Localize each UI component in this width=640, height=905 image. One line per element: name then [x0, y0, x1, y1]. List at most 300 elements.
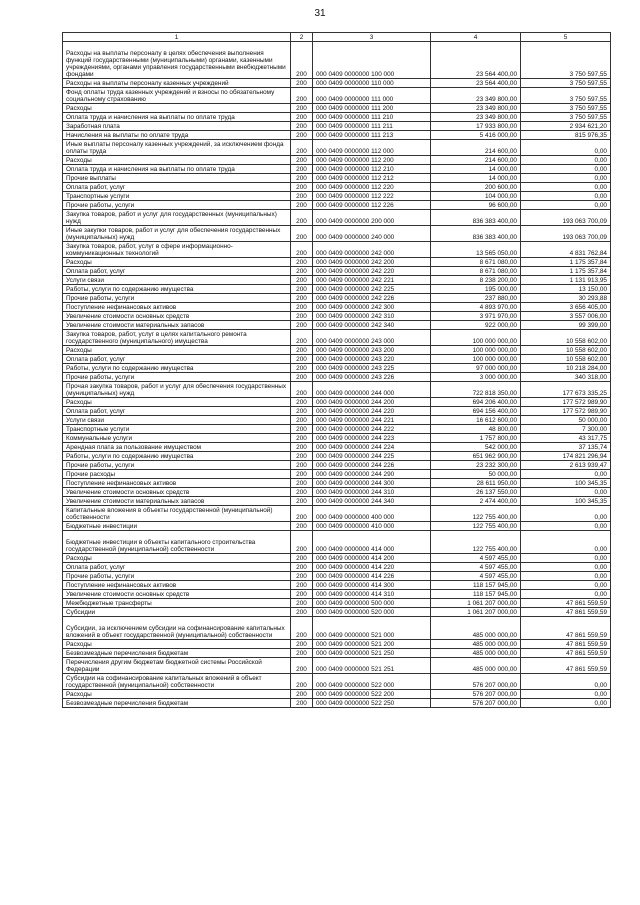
- row-executed-amount-cell: 0,00: [521, 590, 611, 599]
- table-row: [63, 242, 611, 258]
- row-classification-code-cell: 000 0409 0000000 110 000: [313, 79, 431, 88]
- row-approved-amount-cell: 23 349 800,00: [431, 88, 521, 104]
- row-name-cell: Оплата работ, услуг: [63, 355, 291, 364]
- row-line-code-cell: 200: [291, 355, 313, 364]
- row-executed-amount-cell: 177 572 989,90: [521, 398, 611, 407]
- row-line-code-cell: 200: [291, 599, 313, 608]
- row-executed-amount-cell: 2 613 939,47: [521, 461, 611, 470]
- row-approved-amount-cell: 2 474 400,00: [431, 497, 521, 506]
- row-executed-amount-cell: 0,00: [521, 522, 611, 531]
- row-line-code-cell: 200: [291, 321, 313, 330]
- row-executed-amount-cell: 2 934 621,20: [521, 122, 611, 131]
- row-line-code-cell: 200: [291, 470, 313, 479]
- row-name-cell: Расходы: [63, 398, 291, 407]
- row-approved-amount-cell: 5 416 000,00: [431, 131, 521, 140]
- row-executed-amount-cell: 3 656 405,00: [521, 303, 611, 312]
- table-row: [63, 303, 611, 312]
- table-row: [63, 649, 611, 658]
- budget-execution-table: [62, 32, 611, 708]
- row-approved-amount-cell: 118 157 945,00: [431, 581, 521, 590]
- row-executed-amount-cell: 3 750 597,55: [521, 42, 611, 79]
- row-name-cell: Заработная плата: [63, 122, 291, 131]
- row-approved-amount-cell: 118 157 945,00: [431, 590, 521, 599]
- row-approved-amount-cell: 1 061 207 000,00: [431, 608, 521, 617]
- row-line-code-cell: 200: [291, 210, 313, 226]
- row-classification-code-cell: 000 0409 0000000 100 000: [313, 42, 431, 79]
- row-classification-code-cell: 000 0409 0000000 521 200: [313, 640, 431, 649]
- row-name-cell: Работы, услуги по содержанию имущества: [63, 285, 291, 294]
- row-name-cell: Оплата работ, услуг: [63, 183, 291, 192]
- table-row: [63, 330, 611, 346]
- column-header: 4: [431, 33, 521, 42]
- table-row: [63, 470, 611, 479]
- row-approved-amount-cell: 485 000 000,00: [431, 649, 521, 658]
- row-approved-amount-cell: 1 757 800,00: [431, 434, 521, 443]
- row-line-code-cell: 200: [291, 131, 313, 140]
- row-approved-amount-cell: 23 232 300,00: [431, 461, 521, 470]
- row-approved-amount-cell: 542 000,00: [431, 443, 521, 452]
- row-name-cell: Закупка товаров, работ, услуг в целях капитального ремонта государственного (муниципального) имущества: [63, 330, 291, 346]
- row-classification-code-cell: 000 0409 0000000 521 000: [313, 617, 431, 640]
- column-header: 1: [63, 33, 291, 42]
- row-approved-amount-cell: 694 156 400,00: [431, 407, 521, 416]
- table-row: [63, 122, 611, 131]
- table-row: [63, 497, 611, 506]
- row-classification-code-cell: 000 0409 0000000 244 225: [313, 452, 431, 461]
- row-classification-code-cell: 000 0409 0000000 244 200: [313, 398, 431, 407]
- row-approved-amount-cell: 28 611 950,00: [431, 479, 521, 488]
- row-executed-amount-cell: 13 150,00: [521, 285, 611, 294]
- row-line-code-cell: 200: [291, 531, 313, 554]
- row-name-cell: Прочие выплаты: [63, 174, 291, 183]
- row-classification-code-cell: 000 0409 0000000 200 000: [313, 210, 431, 226]
- row-executed-amount-cell: 193 063 700,09: [521, 226, 611, 242]
- row-name-cell: Перечисления другим бюджетам бюджетной системы Российской Федерации: [63, 658, 291, 674]
- row-classification-code-cell: 000 0409 0000000 242 200: [313, 258, 431, 267]
- row-classification-code-cell: 000 0409 0000000 244 340: [313, 497, 431, 506]
- row-line-code-cell: 200: [291, 522, 313, 531]
- row-executed-amount-cell: 0,00: [521, 165, 611, 174]
- row-line-code-cell: 200: [291, 443, 313, 452]
- table-row: [63, 640, 611, 649]
- row-executed-amount-cell: 47 861 559,59: [521, 599, 611, 608]
- row-line-code-cell: 200: [291, 113, 313, 122]
- row-name-cell: Субсидии, за исключением субсидии на софинансирование капитальных вложений в объект государственной (муниципальной) собственности: [63, 617, 291, 640]
- table-row: [63, 285, 611, 294]
- row-classification-code-cell: 000 0409 0000000 522 000: [313, 674, 431, 690]
- row-name-cell: Субсидии на софинансирование капитальных вложений в объект государственной (муниципальной) собственности: [63, 674, 291, 690]
- row-line-code-cell: 200: [291, 434, 313, 443]
- row-approved-amount-cell: 3 971 970,00: [431, 312, 521, 321]
- row-approved-amount-cell: 4 597 455,00: [431, 572, 521, 581]
- row-line-code-cell: 200: [291, 165, 313, 174]
- row-approved-amount-cell: 836 383 400,00: [431, 226, 521, 242]
- row-name-cell: Прочие расходы: [63, 470, 291, 479]
- row-approved-amount-cell: 8 671 080,00: [431, 267, 521, 276]
- table-row: [63, 88, 611, 104]
- row-line-code-cell: 200: [291, 425, 313, 434]
- row-name-cell: Расходы: [63, 104, 291, 113]
- row-executed-amount-cell: 193 063 700,09: [521, 210, 611, 226]
- row-line-code-cell: 200: [291, 364, 313, 373]
- row-executed-amount-cell: 10 558 602,00: [521, 355, 611, 364]
- table-row: [63, 479, 611, 488]
- row-line-code-cell: 200: [291, 183, 313, 192]
- table-row: [63, 554, 611, 563]
- row-line-code-cell: 200: [291, 497, 313, 506]
- row-classification-code-cell: 000 0409 0000000 244 000: [313, 382, 431, 398]
- row-classification-code-cell: 000 0409 0000000 243 225: [313, 364, 431, 373]
- row-name-cell: Капитальные вложения в объекты государственной (муниципальной) собственности: [63, 506, 291, 522]
- row-name-cell: Услуги связи: [63, 416, 291, 425]
- column-header: 2: [291, 33, 313, 42]
- row-name-cell: Увеличение стоимости основных средств: [63, 312, 291, 321]
- row-executed-amount-cell: 3 750 597,55: [521, 88, 611, 104]
- row-line-code-cell: 200: [291, 303, 313, 312]
- row-approved-amount-cell: 576 207 000,00: [431, 674, 521, 690]
- row-line-code-cell: 200: [291, 330, 313, 346]
- row-name-cell: Работы, услуги по содержанию имущества: [63, 452, 291, 461]
- row-approved-amount-cell: 4 597 455,00: [431, 554, 521, 563]
- row-line-code-cell: 200: [291, 416, 313, 425]
- row-classification-code-cell: 000 0409 0000000 112 000: [313, 140, 431, 156]
- row-classification-code-cell: 000 0409 0000000 414 000: [313, 531, 431, 554]
- row-classification-code-cell: 000 0409 0000000 243 000: [313, 330, 431, 346]
- row-executed-amount-cell: 0,00: [521, 201, 611, 210]
- row-name-cell: Иные закупки товаров, работ и услуг для обеспечения государственных (муниципальных) нужд: [63, 226, 291, 242]
- row-line-code-cell: 200: [291, 572, 313, 581]
- row-line-code-cell: 200: [291, 201, 313, 210]
- row-approved-amount-cell: 48 800,00: [431, 425, 521, 434]
- row-executed-amount-cell: 1 175 357,84: [521, 267, 611, 276]
- row-line-code-cell: 200: [291, 608, 313, 617]
- table-row: [63, 312, 611, 321]
- row-name-cell: Бюджетные инвестиции: [63, 522, 291, 531]
- row-approved-amount-cell: 14 000,00: [431, 165, 521, 174]
- row-classification-code-cell: 000 0409 0000000 244 220: [313, 407, 431, 416]
- row-line-code-cell: 200: [291, 554, 313, 563]
- row-classification-code-cell: 000 0409 0000000 112 200: [313, 156, 431, 165]
- row-approved-amount-cell: 23 349 800,00: [431, 113, 521, 122]
- column-header: 3: [313, 33, 431, 42]
- row-approved-amount-cell: 4 597 455,00: [431, 563, 521, 572]
- row-executed-amount-cell: 10 558 602,00: [521, 346, 611, 355]
- row-executed-amount-cell: 4 831 762,84: [521, 242, 611, 258]
- table-row: [63, 382, 611, 398]
- row-executed-amount-cell: 0,00: [521, 699, 611, 708]
- row-classification-code-cell: 000 0409 0000000 242 220: [313, 267, 431, 276]
- row-executed-amount-cell: 0,00: [521, 554, 611, 563]
- row-line-code-cell: 200: [291, 122, 313, 131]
- row-classification-code-cell: 000 0409 0000000 240 000: [313, 226, 431, 242]
- row-approved-amount-cell: 576 207 000,00: [431, 690, 521, 699]
- row-name-cell: Начисления на выплаты по оплате труда: [63, 131, 291, 140]
- table-row: [63, 658, 611, 674]
- row-executed-amount-cell: 0,00: [521, 156, 611, 165]
- row-approved-amount-cell: 104 000,00: [431, 192, 521, 201]
- table-row: [63, 104, 611, 113]
- row-executed-amount-cell: 30 293,88: [521, 294, 611, 303]
- row-executed-amount-cell: 0,00: [521, 174, 611, 183]
- row-classification-code-cell: 000 0409 0000000 400 000: [313, 506, 431, 522]
- row-name-cell: Закупка товаров, работ, услуг в сфере информационно-коммуникационных технологий: [63, 242, 291, 258]
- row-executed-amount-cell: 99 399,00: [521, 321, 611, 330]
- row-line-code-cell: 200: [291, 242, 313, 258]
- row-executed-amount-cell: 47 861 559,59: [521, 658, 611, 674]
- row-executed-amount-cell: 0,00: [521, 470, 611, 479]
- row-line-code-cell: 200: [291, 258, 313, 267]
- table-row: [63, 131, 611, 140]
- row-classification-code-cell: 000 0409 0000000 112 222: [313, 192, 431, 201]
- row-approved-amount-cell: 23 564 400,00: [431, 79, 521, 88]
- table-row: [63, 201, 611, 210]
- table-row: [63, 373, 611, 382]
- row-classification-code-cell: 000 0409 0000000 111 211: [313, 122, 431, 131]
- row-approved-amount-cell: 200 600,00: [431, 183, 521, 192]
- row-name-cell: Арендная плата за пользование имуществом: [63, 443, 291, 452]
- row-approved-amount-cell: 23 564 400,00: [431, 42, 521, 79]
- row-name-cell: Иные выплаты персоналу казенных учреждений, за исключением фонда оплаты труда: [63, 140, 291, 156]
- row-line-code-cell: 200: [291, 267, 313, 276]
- row-line-code-cell: 200: [291, 398, 313, 407]
- row-line-code-cell: 200: [291, 42, 313, 79]
- table-body: [63, 42, 611, 708]
- table-row: [63, 210, 611, 226]
- row-name-cell: Закупка товаров, работ и услуг для государственных (муниципальных) нужд: [63, 210, 291, 226]
- row-executed-amount-cell: 10 218 284,00: [521, 364, 611, 373]
- row-name-cell: Прочие работы, услуги: [63, 201, 291, 210]
- row-approved-amount-cell: 576 207 000,00: [431, 699, 521, 708]
- row-approved-amount-cell: 50 000,00: [431, 470, 521, 479]
- row-line-code-cell: 200: [291, 617, 313, 640]
- table-row: [63, 590, 611, 599]
- row-line-code-cell: 200: [291, 640, 313, 649]
- row-name-cell: Прочие работы, услуги: [63, 373, 291, 382]
- row-executed-amount-cell: 0,00: [521, 690, 611, 699]
- table-row: [63, 276, 611, 285]
- row-approved-amount-cell: 722 818 350,00: [431, 382, 521, 398]
- row-approved-amount-cell: 122 755 400,00: [431, 522, 521, 531]
- row-line-code-cell: 200: [291, 479, 313, 488]
- row-line-code-cell: 200: [291, 452, 313, 461]
- row-approved-amount-cell: 122 755 400,00: [431, 531, 521, 554]
- table-row: [63, 522, 611, 531]
- table-row: [63, 267, 611, 276]
- row-name-cell: Расходы на выплаты персоналу в целях обеспечения выполнения функций государственными (муниципальными) органами, казенными учреждениями, органами управления государственными внебюджетными фондами: [63, 42, 291, 79]
- row-classification-code-cell: 000 0409 0000000 111 200: [313, 104, 431, 113]
- row-classification-code-cell: 000 0409 0000000 242 225: [313, 285, 431, 294]
- row-classification-code-cell: 000 0409 0000000 414 226: [313, 572, 431, 581]
- table-row: [63, 79, 611, 88]
- row-classification-code-cell: 000 0409 0000000 521 250: [313, 649, 431, 658]
- table-row: [63, 416, 611, 425]
- row-line-code-cell: 200: [291, 79, 313, 88]
- row-classification-code-cell: 000 0409 0000000 243 226: [313, 373, 431, 382]
- table-row: [63, 192, 611, 201]
- table-row: [63, 364, 611, 373]
- row-classification-code-cell: 000 0409 0000000 244 300: [313, 479, 431, 488]
- row-name-cell: Оплата работ, услуг: [63, 407, 291, 416]
- row-line-code-cell: 200: [291, 226, 313, 242]
- row-classification-code-cell: 000 0409 0000000 111 000: [313, 88, 431, 104]
- row-approved-amount-cell: 237 880,00: [431, 294, 521, 303]
- row-classification-code-cell: 000 0409 0000000 244 223: [313, 434, 431, 443]
- row-line-code-cell: 200: [291, 104, 313, 113]
- row-executed-amount-cell: 47 861 559,59: [521, 617, 611, 640]
- row-name-cell: Работы, услуги по содержанию имущества: [63, 364, 291, 373]
- row-name-cell: Транспортные услуги: [63, 192, 291, 201]
- row-executed-amount-cell: 0,00: [521, 674, 611, 690]
- row-executed-amount-cell: 47 861 559,59: [521, 649, 611, 658]
- table-row: [63, 690, 611, 699]
- row-executed-amount-cell: 815 976,35: [521, 131, 611, 140]
- row-executed-amount-cell: 100 345,35: [521, 497, 611, 506]
- row-classification-code-cell: 000 0409 0000000 242 221: [313, 276, 431, 285]
- row-approved-amount-cell: 8 671 080,00: [431, 258, 521, 267]
- table-row: [63, 42, 611, 79]
- row-approved-amount-cell: 694 206 400,00: [431, 398, 521, 407]
- row-name-cell: Поступление нефинансовых активов: [63, 479, 291, 488]
- row-name-cell: Увеличение стоимости материальных запасов: [63, 321, 291, 330]
- row-line-code-cell: 200: [291, 140, 313, 156]
- row-line-code-cell: 200: [291, 407, 313, 416]
- row-executed-amount-cell: 0,00: [521, 581, 611, 590]
- row-approved-amount-cell: 485 000 000,00: [431, 658, 521, 674]
- row-executed-amount-cell: 174 821 296,94: [521, 452, 611, 461]
- row-approved-amount-cell: 14 000,00: [431, 174, 521, 183]
- row-name-cell: Расходы: [63, 690, 291, 699]
- table-row: [63, 581, 611, 590]
- row-executed-amount-cell: 3 750 597,55: [521, 104, 611, 113]
- row-approved-amount-cell: 8 238 200,00: [431, 276, 521, 285]
- row-name-cell: Оплата работ, услуг: [63, 563, 291, 572]
- row-classification-code-cell: 000 0409 0000000 500 000: [313, 599, 431, 608]
- table-row: [63, 346, 611, 355]
- row-executed-amount-cell: 0,00: [521, 506, 611, 522]
- table-row: [63, 140, 611, 156]
- row-classification-code-cell: 000 0409 0000000 244 290: [313, 470, 431, 479]
- table-header-row: [63, 33, 611, 42]
- page-number: 31: [314, 8, 326, 19]
- row-executed-amount-cell: 0,00: [521, 531, 611, 554]
- table-row: [63, 425, 611, 434]
- row-name-cell: Субсидии: [63, 608, 291, 617]
- row-approved-amount-cell: 97 000 000,00: [431, 364, 521, 373]
- row-line-code-cell: 200: [291, 563, 313, 572]
- row-classification-code-cell: 000 0409 0000000 414 300: [313, 581, 431, 590]
- table-row: [63, 674, 611, 690]
- row-line-code-cell: 200: [291, 690, 313, 699]
- row-line-code-cell: 200: [291, 581, 313, 590]
- row-classification-code-cell: 000 0409 0000000 112 220: [313, 183, 431, 192]
- row-approved-amount-cell: 100 000 000,00: [431, 330, 521, 346]
- table-row: [63, 434, 611, 443]
- row-line-code-cell: 200: [291, 649, 313, 658]
- row-approved-amount-cell: 195 000,00: [431, 285, 521, 294]
- table-row: [63, 617, 611, 640]
- row-name-cell: Расходы: [63, 258, 291, 267]
- row-line-code-cell: 200: [291, 590, 313, 599]
- row-approved-amount-cell: 17 933 800,00: [431, 122, 521, 131]
- row-approved-amount-cell: 26 137 550,00: [431, 488, 521, 497]
- row-classification-code-cell: 000 0409 0000000 410 000: [313, 522, 431, 531]
- table-row: [63, 258, 611, 267]
- column-header: 5: [521, 33, 611, 42]
- row-line-code-cell: 200: [291, 488, 313, 497]
- row-line-code-cell: 200: [291, 192, 313, 201]
- row-executed-amount-cell: 7 300,00: [521, 425, 611, 434]
- row-name-cell: Бюджетные инвестиции в объекты капитального строительства государственной (муниципальной) собственности: [63, 531, 291, 554]
- row-name-cell: Прочая закупка товаров, работ и услуг для обеспечения государственных (муниципальных) нужд: [63, 382, 291, 398]
- row-executed-amount-cell: 50 000,00: [521, 416, 611, 425]
- row-executed-amount-cell: 0,00: [521, 488, 611, 497]
- table-row: [63, 608, 611, 617]
- row-executed-amount-cell: 177 572 989,90: [521, 407, 611, 416]
- table-row: [63, 183, 611, 192]
- row-executed-amount-cell: 177 673 335,25: [521, 382, 611, 398]
- row-approved-amount-cell: 485 000 000,00: [431, 640, 521, 649]
- row-name-cell: Оплата труда и начисления на выплаты по оплате труда: [63, 113, 291, 122]
- row-classification-code-cell: 000 0409 0000000 112 212: [313, 174, 431, 183]
- table-row: [63, 294, 611, 303]
- table-row: [63, 321, 611, 330]
- table-row: [63, 226, 611, 242]
- row-line-code-cell: 200: [291, 506, 313, 522]
- row-executed-amount-cell: 0,00: [521, 572, 611, 581]
- row-executed-amount-cell: 3 557 006,00: [521, 312, 611, 321]
- row-line-code-cell: 200: [291, 674, 313, 690]
- table-row: [63, 488, 611, 497]
- row-name-cell: Прочие работы, услуги: [63, 461, 291, 470]
- row-executed-amount-cell: 0,00: [521, 140, 611, 156]
- row-approved-amount-cell: 96 600,00: [431, 201, 521, 210]
- row-name-cell: Коммунальные услуги: [63, 434, 291, 443]
- row-classification-code-cell: 000 0409 0000000 242 226: [313, 294, 431, 303]
- row-classification-code-cell: 000 0409 0000000 112 210: [313, 165, 431, 174]
- row-classification-code-cell: 000 0409 0000000 414 200: [313, 554, 431, 563]
- row-name-cell: Фонд оплаты труда казенных учреждений и взносы по обязательному социальному страхованию: [63, 88, 291, 104]
- row-name-cell: Межбюджетные трансферты: [63, 599, 291, 608]
- row-approved-amount-cell: 922 000,00: [431, 321, 521, 330]
- row-classification-code-cell: 000 0409 0000000 520 000: [313, 608, 431, 617]
- row-approved-amount-cell: 485 000 000,00: [431, 617, 521, 640]
- row-classification-code-cell: 000 0409 0000000 244 226: [313, 461, 431, 470]
- row-name-cell: Расходы: [63, 156, 291, 165]
- row-approved-amount-cell: 23 349 800,00: [431, 104, 521, 113]
- row-line-code-cell: 200: [291, 382, 313, 398]
- row-approved-amount-cell: 13 565 050,00: [431, 242, 521, 258]
- row-line-code-cell: 200: [291, 156, 313, 165]
- row-name-cell: Расходы: [63, 554, 291, 563]
- row-classification-code-cell: 000 0409 0000000 244 222: [313, 425, 431, 434]
- row-name-cell: Безвозмездные перечисления бюджетам: [63, 699, 291, 708]
- table-row: [63, 113, 611, 122]
- row-name-cell: Услуги связи: [63, 276, 291, 285]
- row-executed-amount-cell: 1 131 913,95: [521, 276, 611, 285]
- table-row: [63, 531, 611, 554]
- row-approved-amount-cell: 651 962 900,00: [431, 452, 521, 461]
- row-classification-code-cell: 000 0409 0000000 242 340: [313, 321, 431, 330]
- row-classification-code-cell: 000 0409 0000000 244 221: [313, 416, 431, 425]
- row-line-code-cell: 200: [291, 658, 313, 674]
- row-line-code-cell: 200: [291, 461, 313, 470]
- table-row: [63, 165, 611, 174]
- row-name-cell: Безвозмездные перечисления бюджетам: [63, 649, 291, 658]
- row-classification-code-cell: 000 0409 0000000 242 000: [313, 242, 431, 258]
- row-line-code-cell: 200: [291, 285, 313, 294]
- row-line-code-cell: 200: [291, 294, 313, 303]
- row-executed-amount-cell: 340 318,00: [521, 373, 611, 382]
